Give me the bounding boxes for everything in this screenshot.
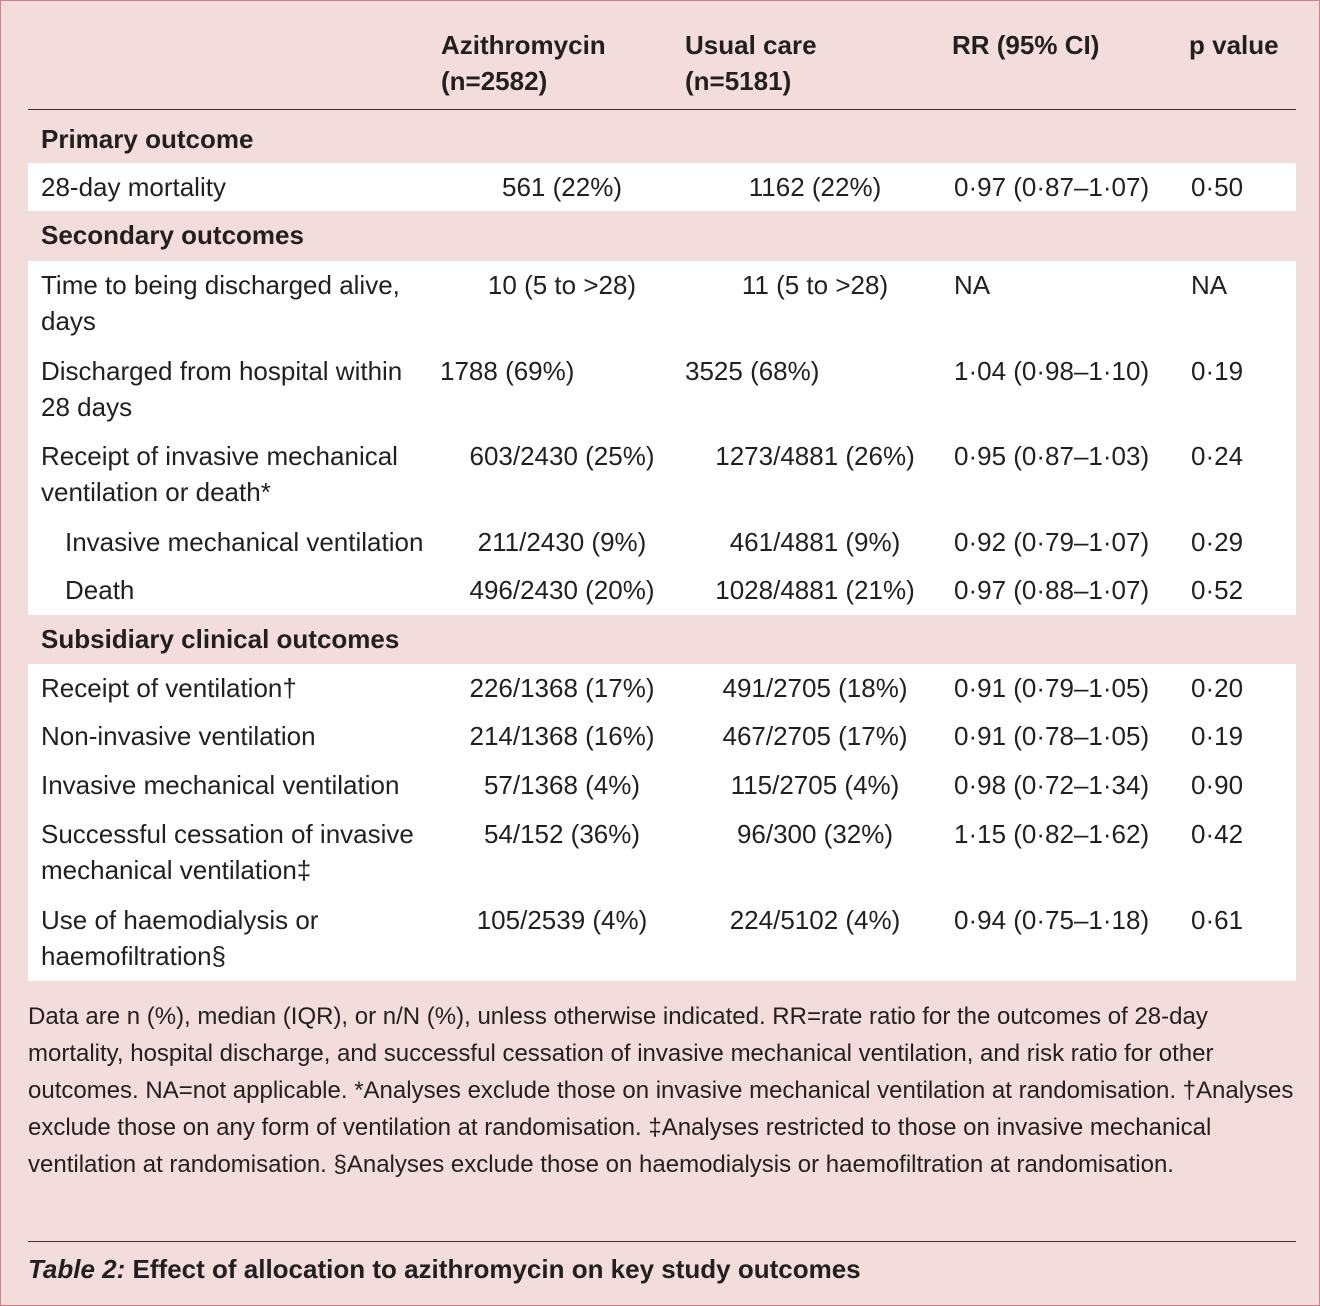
- row-label: Invasive mechanical ventilation: [41, 770, 400, 800]
- table-row: [28, 712, 1296, 761]
- row-label: 28-day mortality: [41, 172, 226, 202]
- section-subsidiary-outcomes: [28, 615, 1296, 664]
- table-title: Effect of allocation to azithromycin on key study outcomes: [132, 1254, 861, 1284]
- usual-care-value: 115/2705 (4%): [730, 770, 900, 800]
- usual-care-value: 1273/4881 (26%): [715, 441, 915, 471]
- section-secondary-outcomes: [28, 211, 1296, 261]
- section-label: Primary outcome: [41, 124, 254, 154]
- azithromycin-value: 10 (5 to >28): [487, 270, 637, 300]
- p-value: 0·52: [1191, 575, 1244, 605]
- rr-value: NA: [954, 270, 991, 300]
- usual-care-value: 467/2705 (17%): [722, 721, 908, 751]
- table-number: Table 2:: [28, 1254, 126, 1284]
- rr-value: 0·94 (0·75–1·18): [954, 905, 1150, 935]
- row-label: Time to being discharged alive, days: [41, 270, 400, 336]
- usual-care-value: 224/5102 (4%): [729, 905, 901, 935]
- table-row: [28, 347, 1296, 432]
- azithromycin-value: 57/1368 (4%): [483, 770, 641, 800]
- p-value: 0·20: [1191, 673, 1244, 703]
- usual-care-value: 3525 (68%): [685, 356, 820, 386]
- row-label: Discharged from hospital within 28 days: [41, 356, 403, 422]
- rr-value: 0·91 (0·78–1·05): [954, 721, 1150, 751]
- row-label: Invasive mechanical ventilation: [65, 527, 424, 557]
- row-label: Receipt of ventilation†: [41, 673, 297, 703]
- caption-divider: [28, 1241, 1296, 1242]
- p-value: 0·90: [1191, 770, 1244, 800]
- rr-value: 0·95 (0·87–1·03): [954, 441, 1150, 471]
- azithromycin-value: 211/2430 (9%): [477, 527, 647, 557]
- section-label: Subsidiary clinical outcomes: [41, 624, 400, 654]
- table-footnote: Data are n (%), median (IQR), or n/N (%), unless otherwise indicated. RR=rate ratio for the outcomes of 28-day mortality, hospital discharge, and successful cessation of invasive mechanical ventilation, and risk ratio for other outcomes. NA=not applicable. *Analyses exclude those on invasive mechanical ventilation at randomisation. †Analyses exclude those on any form of ventilation at randomisation. ‡Analyses restricted to those on invasive mechanical ventilation at randomisation. §Analyses exclude those on haemodialysis or haemofiltration at randomisation.: [28, 1003, 1294, 1178]
- table-row: [28, 432, 1296, 518]
- azithromycin-value: 105/2539 (4%): [476, 905, 648, 935]
- header-p-value: p value: [1189, 30, 1279, 60]
- rr-value: 1·15 (0·82–1·62): [954, 819, 1150, 849]
- row-label: Successful cessation of invasive mechanical ventilation‡: [41, 819, 414, 885]
- row-label: Receipt of invasive mechanical ventilation or death*: [41, 441, 398, 507]
- table-row: [28, 810, 1296, 896]
- p-value: NA: [1191, 270, 1228, 300]
- header-usual-care: Usual care (n=5181): [685, 30, 817, 96]
- row-label: Non-invasive ventilation: [41, 721, 316, 751]
- azithromycin-value: 54/152 (36%): [483, 819, 641, 849]
- usual-care-value: 1028/4881 (21%): [715, 575, 915, 605]
- rr-value: 0·92 (0·79–1·07): [954, 527, 1150, 557]
- rr-value: 0·91 (0·79–1·05): [954, 673, 1150, 703]
- section-label: Secondary outcomes: [41, 220, 304, 250]
- p-value: 0·29: [1191, 527, 1244, 557]
- rr-value: 1·04 (0·98–1·10): [954, 356, 1150, 386]
- azithromycin-value: 603/2430 (25%): [469, 441, 655, 471]
- table-header: [28, 1, 1296, 110]
- table-row: [28, 664, 1296, 712]
- section-primary-outcome: [28, 115, 1296, 163]
- usual-care-value: 96/300 (32%): [736, 819, 894, 849]
- rr-value: 0·97 (0·88–1·07): [954, 575, 1150, 605]
- rr-value: 0·97 (0·87–1·07): [954, 172, 1150, 202]
- azithromycin-value: 226/1368 (17%): [469, 673, 655, 703]
- table-row: [28, 261, 1296, 347]
- table-row: [28, 518, 1296, 566]
- p-value: 0·24: [1191, 441, 1244, 471]
- azithromycin-value: 496/2430 (20%): [469, 575, 655, 605]
- row-label: Use of haemodialysis or haemofiltration§: [41, 905, 319, 971]
- p-value: 0·19: [1191, 356, 1244, 386]
- row-label: Death: [65, 575, 135, 605]
- usual-care-value: 491/2705 (18%): [722, 673, 908, 703]
- table-row: [28, 896, 1296, 981]
- table-row: [28, 163, 1296, 211]
- azithromycin-value: 561 (22%): [502, 172, 622, 202]
- usual-care-value: 461/4881 (9%): [729, 527, 901, 557]
- p-value: 0·61: [1191, 905, 1244, 935]
- rr-value: 0·98 (0·72–1·34): [954, 770, 1150, 800]
- p-value: 0·50: [1191, 172, 1244, 202]
- table-row: [28, 761, 1296, 810]
- table-caption: [28, 1249, 861, 1289]
- azithromycin-value: 214/1368 (16%): [469, 721, 655, 751]
- azithromycin-value: 1788 (69%): [440, 356, 575, 386]
- p-value: 0·19: [1191, 721, 1244, 751]
- usual-care-value: 1162 (22%): [748, 172, 882, 202]
- header-azithromycin: Azithromycin (n=2582): [441, 30, 606, 96]
- usual-care-value: 11 (5 to >28): [741, 270, 889, 300]
- table-row: [28, 566, 1296, 615]
- header-rr: RR (95% CI): [952, 30, 1100, 60]
- p-value: 0·42: [1191, 819, 1244, 849]
